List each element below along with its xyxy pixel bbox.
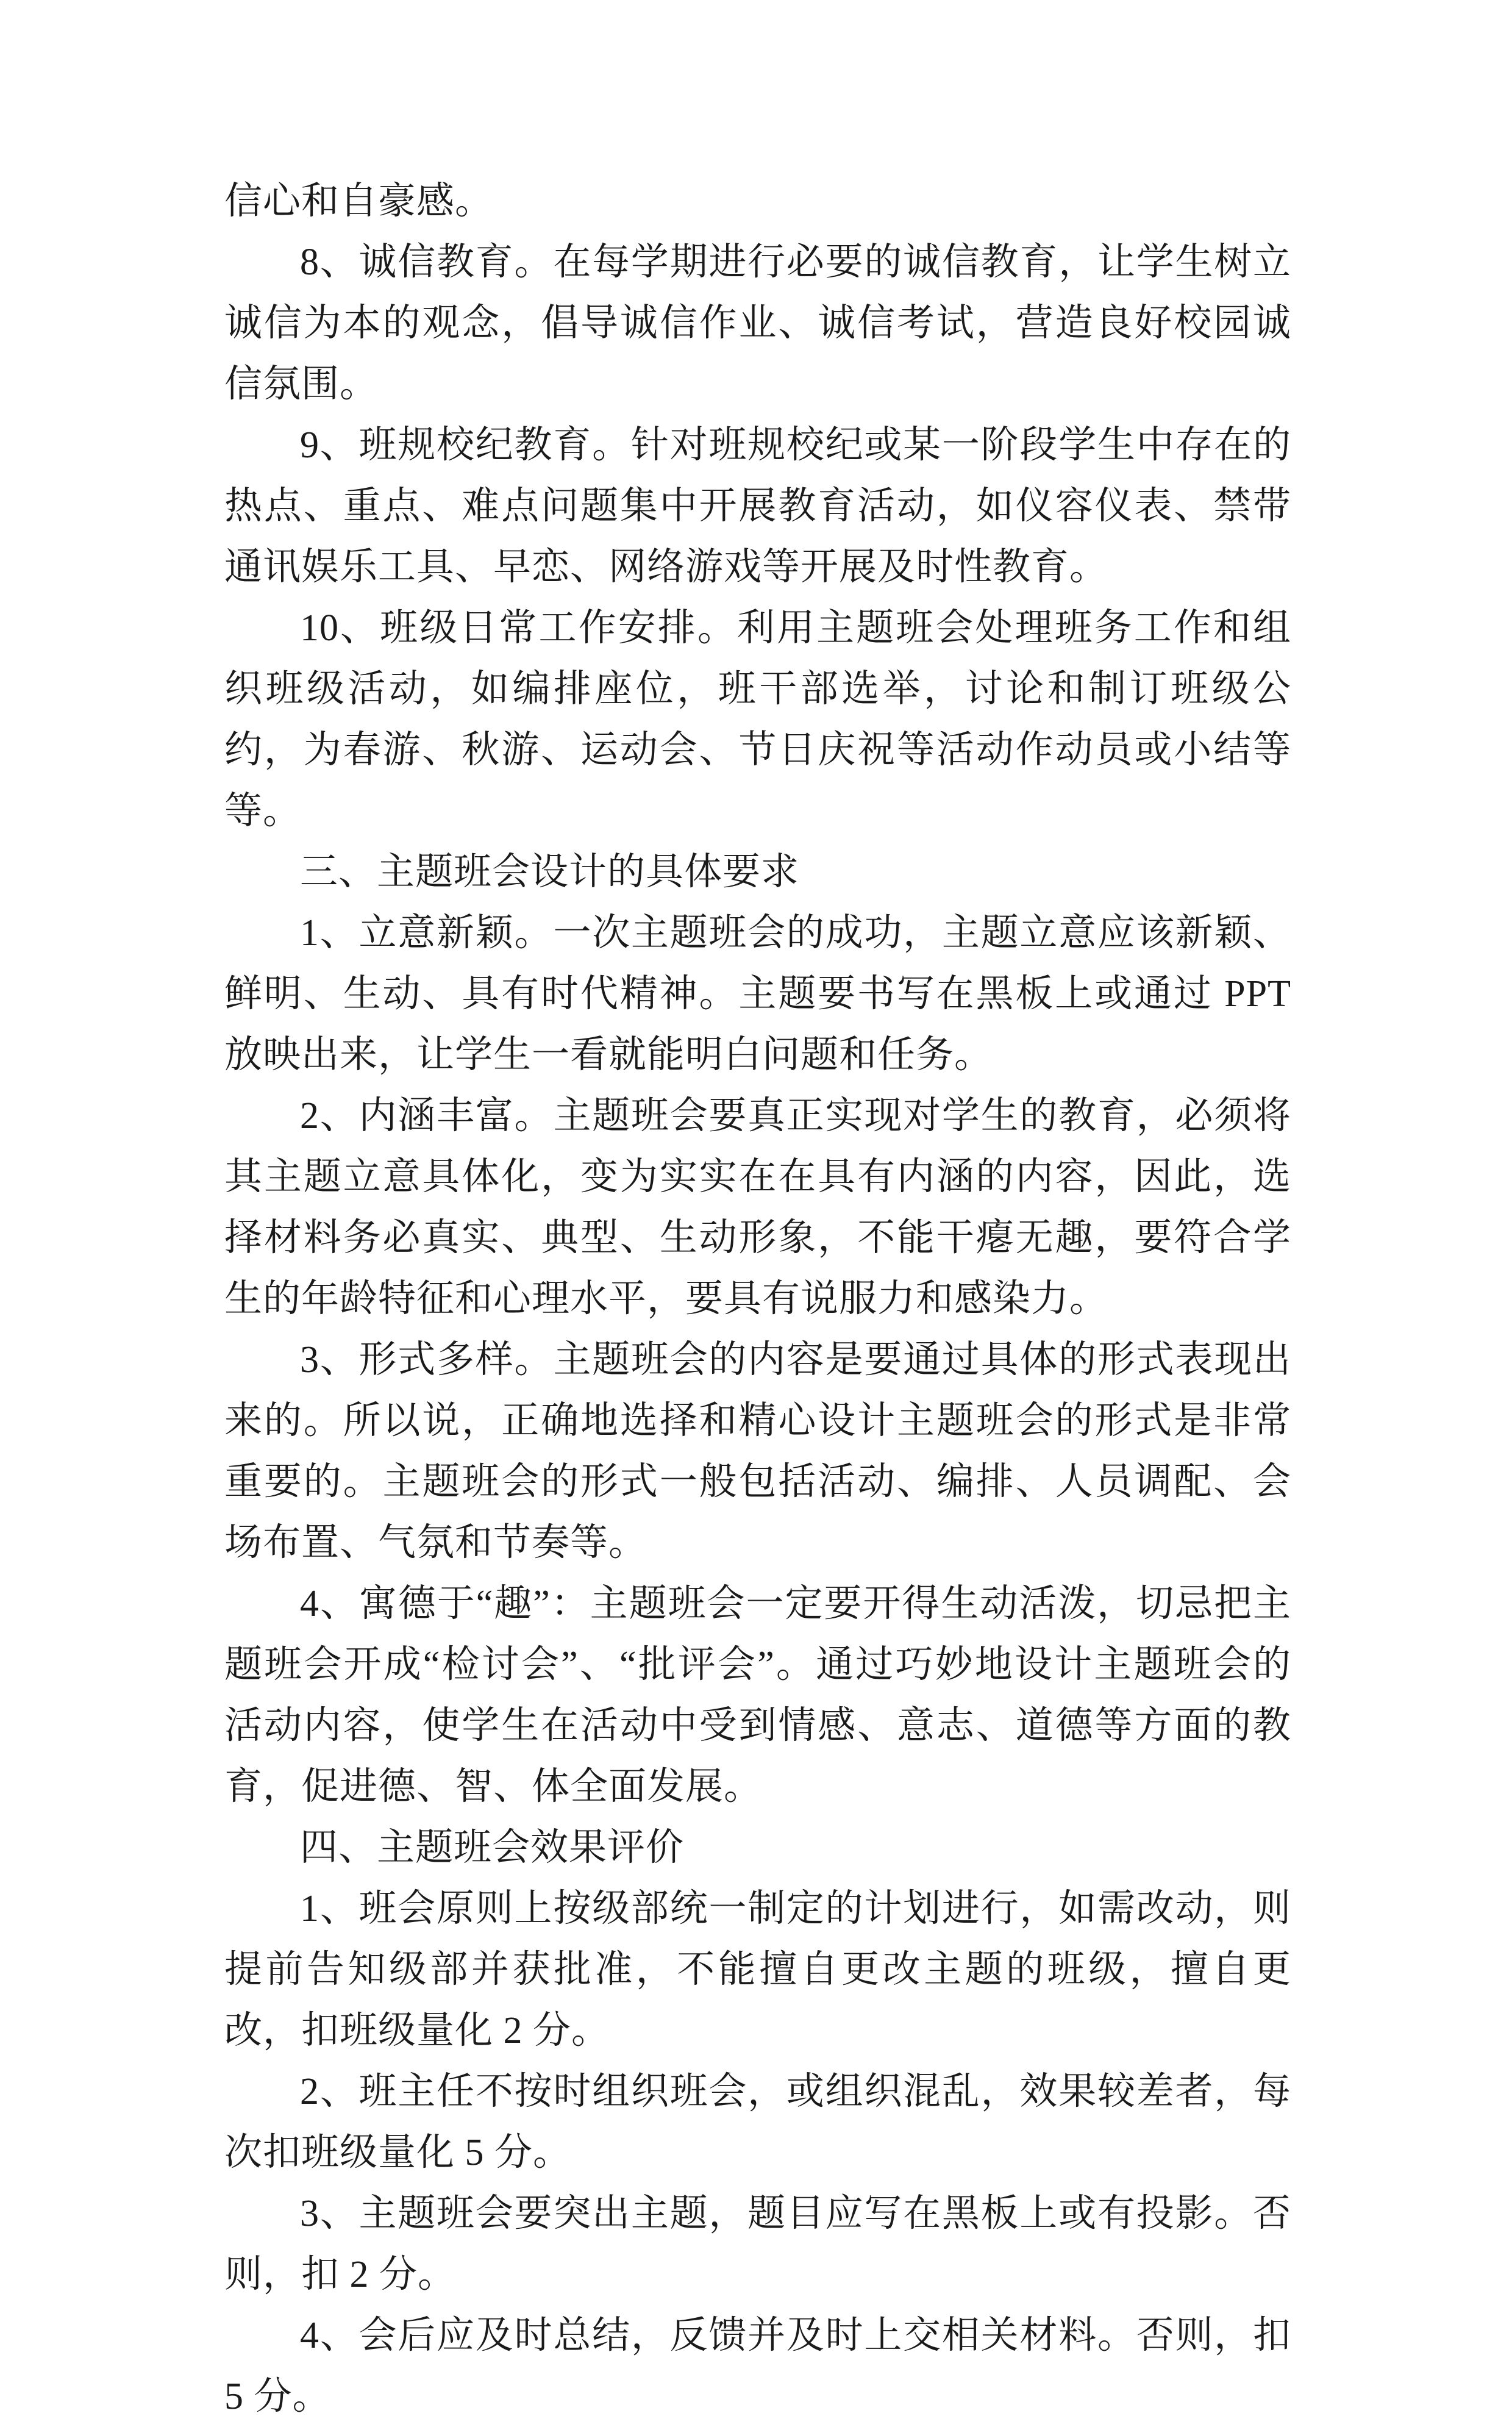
paragraph: 10、班级日常工作安排。利用主题班会处理班务工作和组织班级活动，如编排座位，班干部选举，讨论和制订班级公约，为春游、秋游、运动会、节日庆祝等活动作动员或小结等等。 (224, 607, 1291, 832)
section-heading: 三、主题班会设计的具体要求 (300, 851, 800, 893)
paragraph: 2、班主任不按时组织班会，或组织混乱，效果较差者，每次扣班级量化 5 分。 (224, 2071, 1291, 2173)
section-heading: 四、主题班会效果评价 (300, 1827, 685, 1868)
paragraph: 8、诚信教育。在每学期进行必要的诚信教育，让学生树立诚信为本的观念，倡导诚信作业、诚信考试，营造良好校园诚信氛围。 (224, 241, 1291, 405)
document-body (224, 171, 1291, 2427)
paragraph: 4、寓德于“趣”：主题班会一定要开得生动活泼，切忌把主题班会开成“检讨会”、“批评会”。通过巧妙地设计主题班会的活动内容，使学生在活动中受到情感、意志、道德等方面的教育，促进德、智、体全面发展。 (224, 1583, 1291, 1807)
paragraph: 9、班规校纪教育。针对班规校纪或某一阶段学生中存在的热点、重点、难点问题集中开展教育活动，如仪容仪表、禁带通讯娱乐工具、早恋、网络游戏等开展及时性教育。 (224, 424, 1291, 588)
paragraph: 信心和自豪感。 (224, 181, 494, 222)
paragraph: 3、主题班会要突出主题，题目应写在黑板上或有投影。否则，扣 2 分。 (224, 2193, 1291, 2295)
paragraph: 1、立意新颖。一次主题班会的成功，主题立意应该新颖、鲜明、生动、具有时代精神。主题要书写在黑板上或通过 PPT 放映出来，让学生一看就能明白问题和任务。 (224, 912, 1291, 1076)
paragraph: 2、内涵丰富。主题班会要真正实现对学生的教育，必须将其主题立意具体化，变为实实在在具有内涵的内容，因此，选择材料务必真实、典型、生动形象，不能干瘪无趣，要符合学生的年龄特征和心理水平，要具有说服力和感染力。 (224, 1095, 1291, 1320)
paragraph: 3、形式多样。主题班会的内容是要通过具体的形式表现出来的。所以说，正确地选择和精心设计主题班会的形式是非常重要的。主题班会的形式一般包括活动、编排、人员调配、会场布置、气氛和节奏等。 (224, 1339, 1291, 1564)
paragraph: 1、班会原则上按级部统一制定的计划进行，如需改动，则提前告知级部并获批准，不能擅自更改主题的班级，擅自更改，扣班级量化 2 分。 (224, 1888, 1291, 2051)
paragraph: 4、会后应及时总结，反馈并及时上交相关材料。否则，扣 5 分。 (224, 2315, 1291, 2417)
